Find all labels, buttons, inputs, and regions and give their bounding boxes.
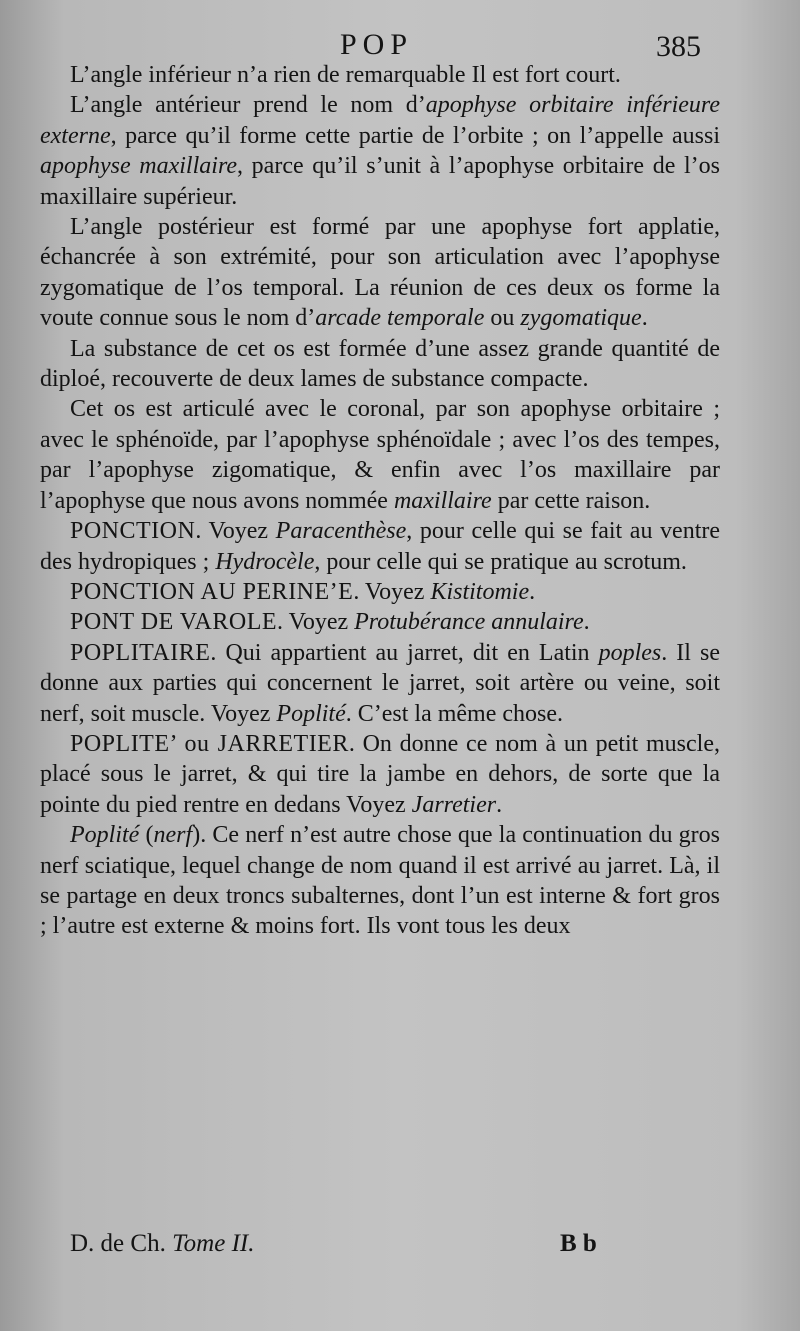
- cross-reference: Hydrocèle: [215, 548, 315, 575]
- text-run: .: [529, 578, 536, 605]
- headword: PONCTION AU PERINE’E: [70, 578, 354, 605]
- italic-term: nerf: [153, 822, 193, 849]
- text-run: ou: [484, 305, 521, 332]
- italic-term: apophyse orbitaire inférieure externe: [40, 92, 721, 149]
- text-run: . C’est la même chose.: [345, 700, 563, 727]
- dictionary-entry: [40, 729, 720, 820]
- dictionary-entry: [40, 516, 720, 577]
- signature-mark: B b: [560, 1230, 597, 1257]
- headword: PONT DE VAROLE: [70, 609, 278, 636]
- text-run: Cet os est articulé avec le coronal, par son apophyse orbitaire ; avec le sphénoïde, par l’apophyse sphénoïdale ; avec l’os des tempes, par l’apophyse zigomatique, & enfin avec l’os maxillaire par l’apophyse que nous avons nommée: [40, 396, 720, 514]
- dictionary-entry: [40, 577, 720, 607]
- cross-reference: Jarretier: [411, 791, 497, 818]
- text-run: (: [139, 822, 154, 849]
- text-run: .: [641, 305, 648, 332]
- text-run: ). Ce nerf n’est autre chose que la continuation du gros nerf sciatique, lequel change de nom quand il est arrivé au jarret. Là, il se partage en deux troncs subalternes, dont l’un est interne & fort gros ; l’autre est externe & moins fort. Ils vont tous les deux: [40, 822, 720, 940]
- cross-reference: Paracenthèse: [275, 518, 407, 545]
- text-run: . Voyez: [195, 518, 276, 545]
- text-run: . Il se donne aux parties qui concernent le jarret, soit artère ou veine, soit nerf, soit muscle. Voyez: [40, 639, 720, 727]
- text-run: . Voyez: [277, 609, 355, 636]
- cross-reference: Poplité: [276, 700, 346, 727]
- volume-label: Tome II.: [172, 1230, 255, 1257]
- italic-term: apophyse maxillaire: [40, 153, 238, 180]
- headword: POPLITAIRE: [70, 639, 211, 666]
- dictionary-entry: [40, 638, 720, 729]
- italic-term: arcade temporale: [315, 305, 485, 332]
- signature-text: D. de Ch.: [70, 1230, 166, 1257]
- text-run: .: [583, 609, 590, 636]
- text-run: .: [496, 791, 503, 818]
- paragraph: [40, 334, 720, 395]
- page-footer: [70, 1230, 630, 1266]
- cross-reference: Kistitomie: [430, 578, 530, 605]
- headword: POPLITE’ ou JARRETIER: [70, 730, 349, 757]
- cross-reference: Protubérance annulaire: [354, 609, 584, 636]
- text-run: , parce qu’il s’unit à l’apophyse orbitaire de l’os maxillaire supérieur.: [40, 153, 720, 210]
- paragraph: [40, 394, 720, 516]
- italic-term: zygomatique: [520, 305, 642, 332]
- text-run: . On donne ce nom à un petit muscle, placé sous le jarret, & qui tire la jambe en dehors, de sorte que la pointe du pied rentre en dedans Voyez: [40, 730, 720, 818]
- printer-signature: [70, 1230, 255, 1258]
- headword: PONCTION: [70, 518, 196, 545]
- text-run: L’angle inférieur n’a rien de remarquable Il est fort court.: [70, 62, 621, 88]
- text-run: , parce qu’il forme cette partie de l’orbite ; on l’appelle aussi: [110, 122, 720, 149]
- text-run: L’angle postérieur est formé par une apophyse fort applatie, échancrée à son extrémité, pour son articulation avec l’apophyse zygomatique de l’os temporal. La réunion de ces deux os forme la voute connue sous le nom d’: [40, 214, 720, 332]
- text-run: La substance de cet os est formée d’une assez grande quantité de diploé, recouverte de deux lames de substance compacte.: [40, 335, 720, 393]
- paragraph: [40, 90, 720, 212]
- text-run: par cette raison.: [491, 487, 651, 514]
- dictionary-entry: [40, 607, 720, 637]
- italic-headword: Poplité: [70, 822, 140, 849]
- page-body: [40, 60, 720, 942]
- page-number: 385: [656, 30, 701, 63]
- text-run: L’angle antérieur prend le nom d’: [70, 92, 426, 119]
- text-run: , pour celle qui se pratique au scrotum.: [314, 548, 687, 575]
- paragraph: [40, 212, 720, 334]
- text-run: , pour celle qui se fait au ventre des hydropiques ;: [40, 518, 721, 575]
- text-run: . Qui appartient au jarret, dit en Latin: [210, 639, 599, 666]
- latin-term: poples: [598, 639, 662, 666]
- paragraph: [40, 60, 720, 90]
- running-head: POP: [340, 28, 414, 61]
- text-run: . Voyez: [353, 578, 431, 605]
- dictionary-entry: [40, 820, 720, 942]
- italic-term: maxillaire: [393, 487, 492, 514]
